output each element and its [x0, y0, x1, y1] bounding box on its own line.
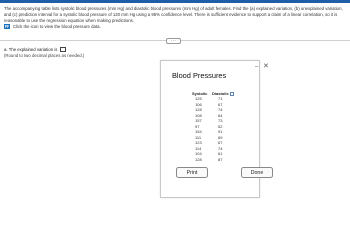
- diastolic-cell: 87: [218, 156, 223, 162]
- diastolic-cell: 74: [218, 145, 223, 151]
- column-header-systolic: Systolic: [192, 91, 208, 96]
- table-row: [195, 157, 230, 163]
- view-data-link[interactable]: [4, 24, 101, 29]
- minimize-icon[interactable]: –: [255, 64, 259, 70]
- diastolic-cell: 61: [218, 151, 223, 156]
- systolic-cell: 128: [195, 156, 202, 162]
- dialog-title: Blood Pressures: [172, 71, 227, 80]
- data-table-icon[interactable]: [4, 24, 10, 29]
- diastolic-cell: 91: [218, 129, 223, 134]
- blood-pressure-table: [195, 96, 230, 162]
- problem-statement: The accompanying table lists systolic blood pressures (mm Hg) and diastolic blood pressures (mm Hg) of adult females. Find the (a) explained variation, (b) unexplained variation, and (c) prediction interval for a systolic blood pressure of 120 mm Hg using a 95% confidence level. There is sufficient evidence to support a claim of a linear correlation, so it is reasonable to use the regression equation when making predictions.: [4, 6, 343, 24]
- rounding-note: (Round to two decimal places as needed.): [4, 53, 85, 58]
- expand-more-button[interactable]: ···: [166, 38, 181, 44]
- diastolic-cell: 74: [218, 107, 223, 112]
- question-a-label: a. The explained variation is: [4, 47, 58, 52]
- diastolic-cell: 73: [218, 118, 223, 123]
- print-button[interactable]: Print: [176, 167, 208, 178]
- diastolic-cell: 67: [218, 101, 223, 107]
- diastolic-cell: 67: [218, 140, 223, 145]
- column-header-diastolic-label: Diastolic: [212, 91, 229, 96]
- diastolic-cell: 64: [218, 112, 223, 118]
- systolic-cell: 104: [195, 151, 202, 156]
- diastolic-cell: 71: [218, 96, 223, 101]
- systolic-cell: 123: [195, 140, 202, 145]
- systolic-cell: 108: [195, 112, 202, 118]
- done-button[interactable]: Done: [241, 167, 273, 178]
- diastolic-cell: 69: [218, 134, 223, 140]
- copy-table-icon[interactable]: [230, 92, 234, 96]
- systolic-cell: 106: [195, 101, 202, 107]
- top-accent-bar: [0, 0, 350, 3]
- systolic-cell: 114: [195, 145, 202, 151]
- systolic-cell: 154: [195, 129, 202, 134]
- view-data-link-label[interactable]: Click the icon to view the blood pressure data.: [13, 24, 101, 29]
- systolic-cell: 111: [195, 134, 202, 140]
- systolic-cell: 157: [195, 118, 202, 123]
- diastolic-cell: 52: [218, 123, 223, 129]
- close-icon[interactable]: ✕: [263, 63, 269, 70]
- question-a: [4, 47, 84, 59]
- systolic-cell: 128: [195, 107, 202, 112]
- explained-variation-answer-box[interactable]: [60, 47, 66, 52]
- systolic-cell: 97: [195, 123, 200, 129]
- systolic-cell: 125: [195, 96, 202, 101]
